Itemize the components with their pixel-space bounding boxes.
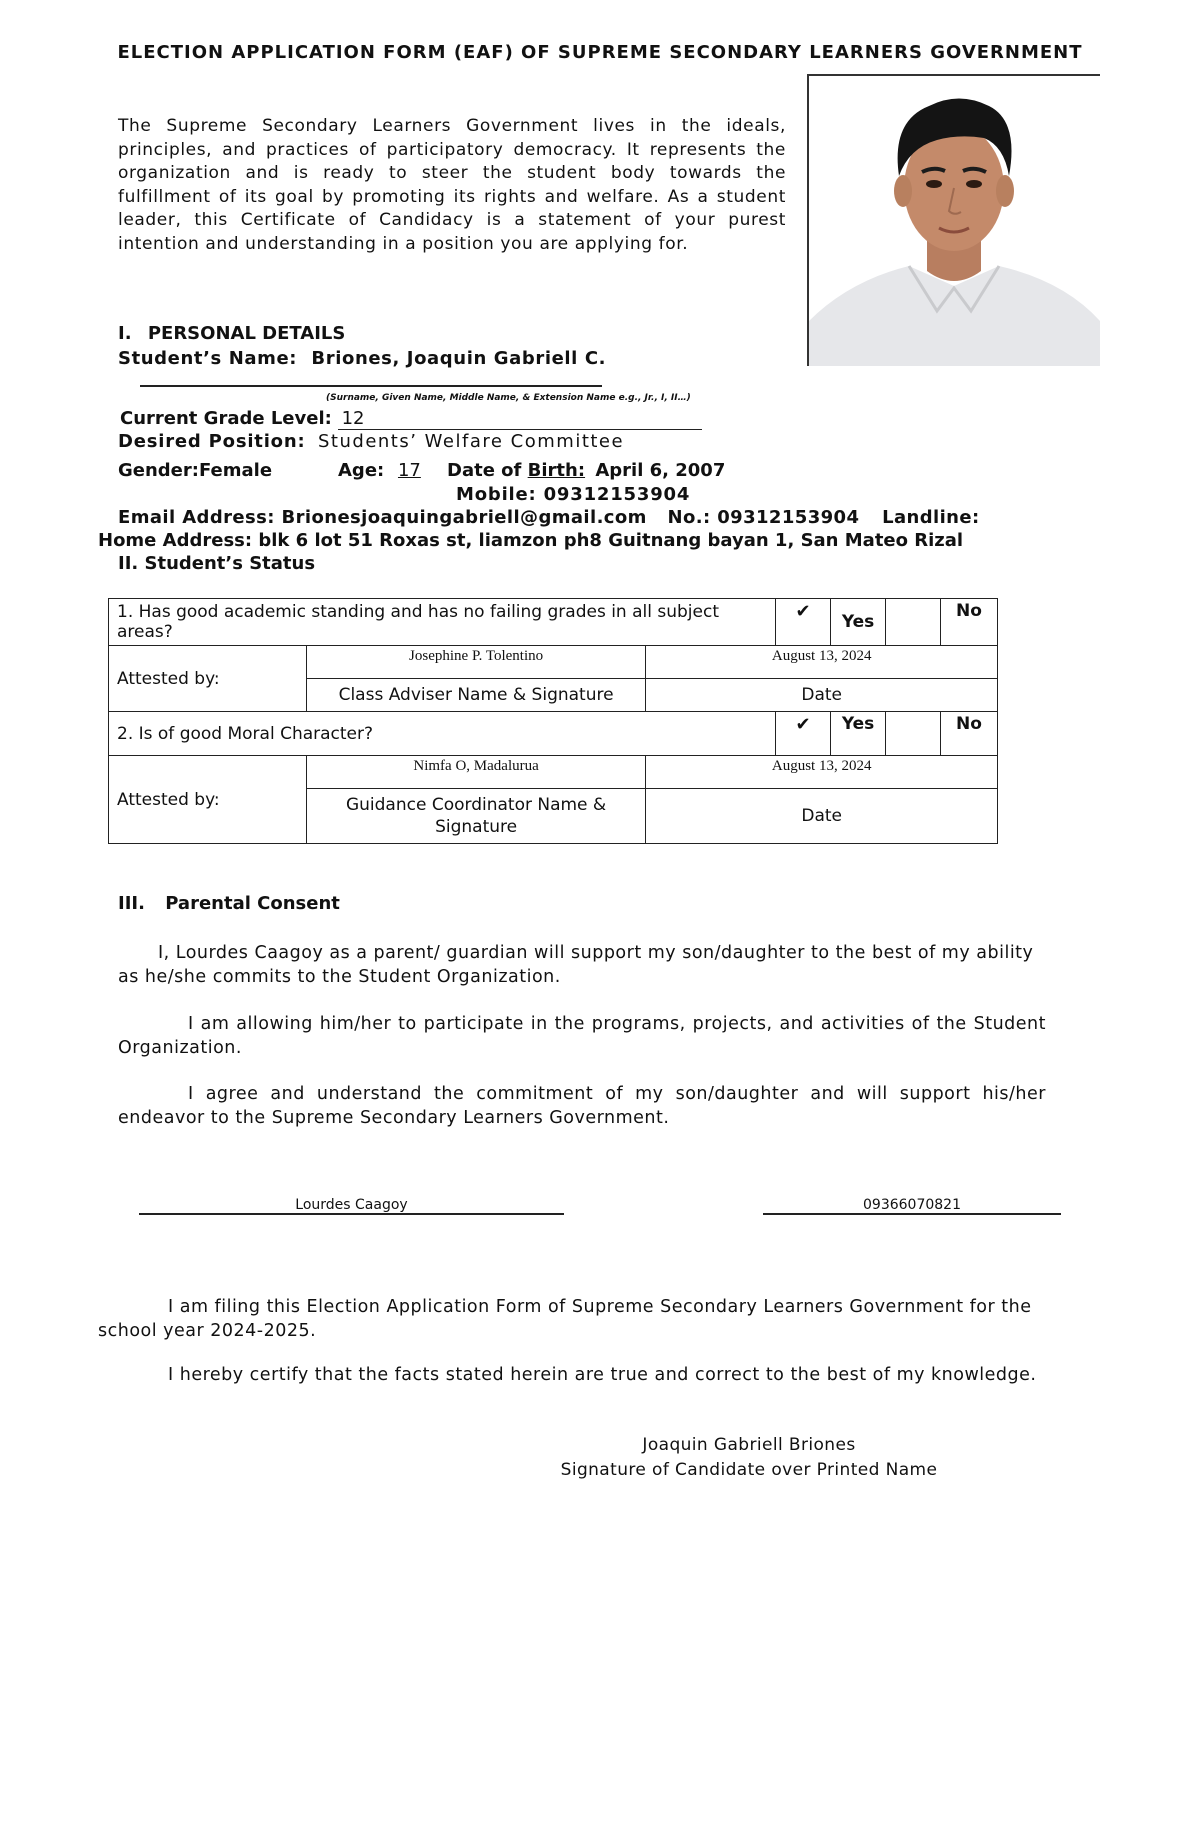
guidance-date-label: Date [646,789,998,844]
age-value: 17 [397,460,421,481]
adviser-date-label: Date [646,679,998,712]
dob-value: April 6, 2007 [595,460,726,481]
grade-level-label: Current Grade Level: [120,408,332,429]
mobile-value: 09312153904 [543,484,691,505]
question-2-no: No [940,712,997,756]
guidance-name: Nimfa O, Madalurua [306,756,646,789]
consent-section-heading [118,893,340,914]
certify-paragraph: I hereby certify that the facts stated herein are true and correct to the best of my knowledge. [168,1365,1037,1385]
desired-position-label: Desired Position: [118,431,306,452]
number-value: 09312153904 [717,507,860,528]
question-1-blank [886,599,941,646]
adviser-signature-row [109,646,998,679]
question-1-yes: Yes [831,599,886,646]
question-1-row [109,599,998,646]
consent-paragraph-3: I agree and understand the commitment of my son/daughter and will support his/her endeavor to the Supreme Secondary Learners Government. [118,1084,1046,1128]
student-name-underline [140,385,602,387]
status-section-heading: II. Student’s Status [118,553,316,574]
home-address-row [98,530,963,551]
section-title: PERSONAL DETAILS [147,323,346,344]
student-name-row [118,348,606,369]
guidance-date: August 13, 2024 [646,756,998,789]
dob-label: Date of [447,460,522,481]
section-number: I. [118,323,132,344]
attested-by-label-1: Attested by: [109,646,307,712]
section-number: III. [118,893,145,914]
form-title: ELECTION APPLICATION FORM (EAF) OF SUPREME SECONDARY LEARNERS GOVERNMENT [117,42,1083,63]
intro-paragraph: The Supreme Secondary Learners Government lives in the ideals, principles, and practices of participatory democracy. It represents the organization and is ready to steer the student body towards the fulfillment of its goal by promoting its rights and welfare. As a student leader, this Certificate of Candidacy is a statement of your purest intention and understanding in a position you are applying for. [118,116,786,254]
gender-label: Gender: [118,460,199,481]
grade-level-row [120,408,702,430]
consent-paragraph-2: I am allowing him/her to participate in the programs, projects, and activities of the Student Organization. [118,1014,1046,1058]
guidance-label: Guidance Coordinator Name & Signature [306,789,646,844]
desired-position-row [118,431,624,452]
student-name-value: Briones, Joaquin Gabriell C. [311,348,607,369]
mobile-row [456,484,690,505]
question-1-no: No [940,599,997,646]
adviser-date: August 13, 2024 [646,646,998,679]
guidance-signature-row [109,756,998,789]
student-name-hint: (Surname, Given Name, Middle Name, & Extension Name e.g., Jr., I, II…) [326,393,691,403]
adviser-label: Class Adviser Name & Signature [306,679,646,712]
parent-name-signature: Lourdes Caagoy [139,1197,564,1215]
candidate-signature-label: Signature of Candidate over Printed Name [560,1460,938,1480]
student-name-label: Student’s Name: [118,348,298,369]
dob-row [447,460,725,481]
personal-section-heading [118,323,345,344]
section-title: Parental Consent [165,893,340,914]
filing-paragraph: I am filing this Election Application Form of Supreme Secondary Learners Government for the school year 2024-2025. [98,1297,1032,1341]
candidate-name: Joaquin Gabriell Briones [642,1435,856,1455]
dob-label-birth: Birth: [527,460,586,481]
age-label: Age: [338,460,385,481]
grade-level-value: 12 [338,408,702,430]
question-2: 2. Is of good Moral Character? [109,712,776,756]
question-2-check: ✔ [776,712,831,756]
mobile-label: Mobile: [456,484,537,505]
home-address-value: blk 6 lot 51 Roxas st, liamzon ph8 Guitnang bayan 1, San Mateo Rizal [258,530,964,551]
gender-value: Female [198,460,273,481]
home-address-label: Home Address: [98,530,253,551]
parent-contact-number: 09366070821 [763,1197,1061,1215]
question-2-row [109,712,998,756]
question-1-check: ✔ [776,599,831,646]
email-label: Email Address: [118,507,275,528]
number-label: No.: [667,507,711,528]
desired-position-value: Students’ Welfare Committee [318,431,625,452]
question-2-yes: Yes [831,712,886,756]
age-row [338,460,421,481]
email-value: Brionesjoaquingabriell@gmail.com [281,507,647,528]
email-row [118,507,980,528]
adviser-name: Josephine P. Tolentino [306,646,646,679]
candidate-portrait-image [809,76,1100,366]
question-1: 1. Has good academic standing and has no failing grades in all subject areas? [109,599,776,646]
consent-paragraph-1: I, Lourdes Caagoy as a parent/ guardian will support my son/daughter to the best of my ability as he/she commits to the Student Organization. [118,943,1034,987]
gender-row [118,460,272,481]
candidate-photo [807,74,1100,366]
attested-by-label-2: Attested by: [109,756,307,844]
student-status-table [108,598,998,844]
landline-label: Landline: [882,507,980,528]
question-2-blank [886,712,941,756]
